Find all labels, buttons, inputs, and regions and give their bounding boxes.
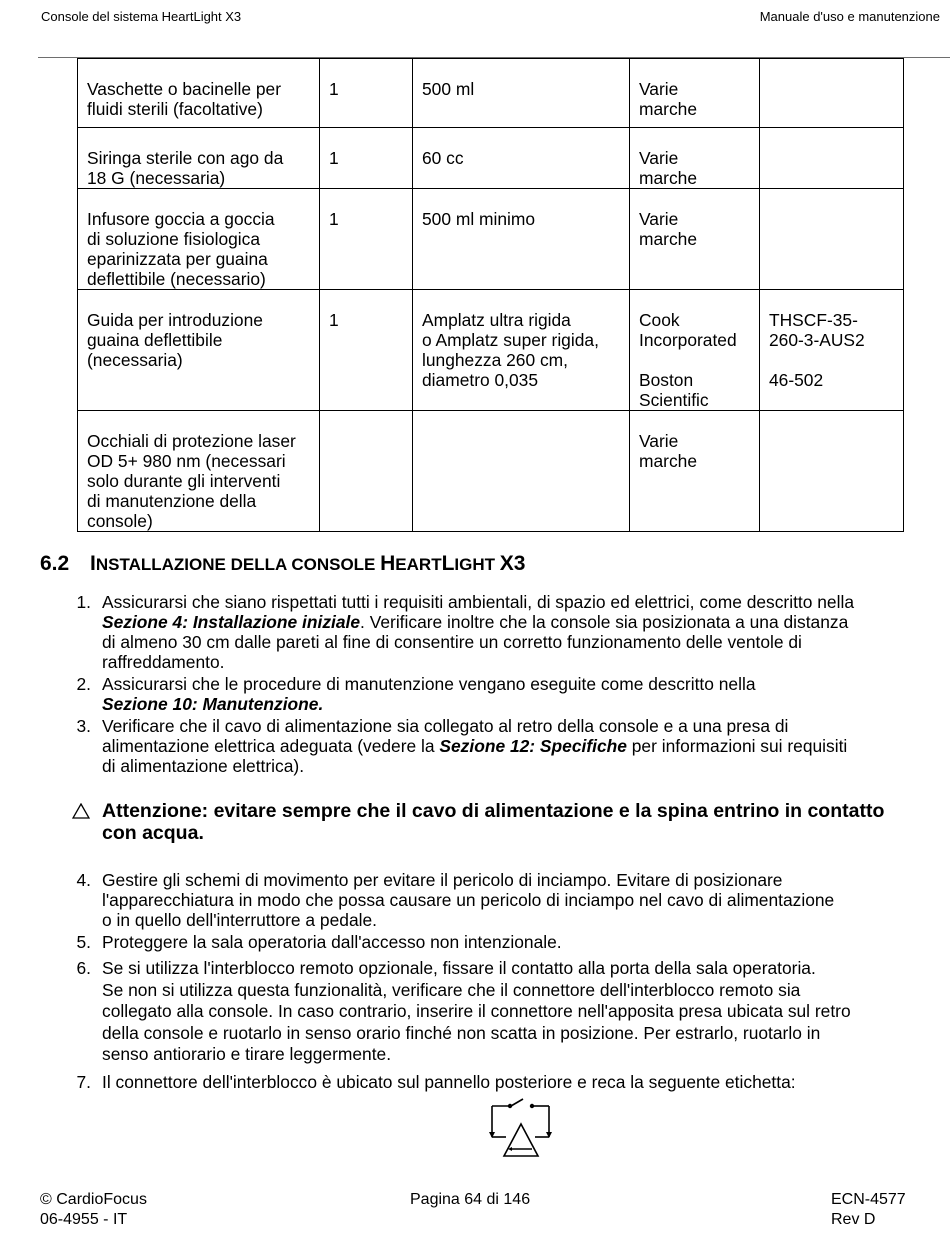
cell-maker: Varie marche bbox=[630, 189, 760, 290]
section-reference: Sezione 4: Installazione iniziale bbox=[102, 612, 361, 632]
cell-item: Infusore goccia a goccia di soluzione fisiologica eparinizzata per guaina deflettibile (necessario) bbox=[78, 189, 320, 290]
cell-maker: Varie marche bbox=[630, 411, 760, 532]
table-row bbox=[78, 128, 904, 189]
cell-code: THSCF-35- 260-3-AUS2 46-502 bbox=[760, 290, 904, 411]
cell-item: Guida per introduzione guaina deflettibile (necessaria) bbox=[78, 290, 320, 411]
accessories-table-body bbox=[78, 59, 904, 532]
cell-code bbox=[760, 189, 904, 290]
section-number: 6.2 bbox=[40, 552, 70, 575]
footer-doc-number: 06-4955 - IT bbox=[40, 1211, 128, 1228]
cell-spec bbox=[413, 411, 630, 532]
table-row bbox=[78, 411, 904, 532]
step-text: Se si utilizza l'interblocco remoto opzionale, fissare il contatto alla porta della sala operatoria. Se non si utilizza questa funzionalità, verificare che il connettore dell'interblocco remoto sia collegato alla console. In caso contrario, inserire il connettore nell'apposita presa ubicata sul retro della console e ruotarlo in senso orario finché non scatta in posizione. Per estrarlo, ruotarlo in senso antiorario e tirare leggermente. bbox=[102, 958, 851, 1064]
remote-interlock-connector-icon bbox=[488, 1096, 554, 1158]
step-number: 2. bbox=[76, 674, 91, 694]
footer-copyright: © CardioFocus bbox=[40, 1191, 147, 1208]
cell-spec: 500 ml bbox=[413, 59, 630, 128]
cell-code bbox=[760, 128, 904, 189]
step-text: Verificare che il cavo di alimentazione sia collegato al retro della console e a una presa di alimentazione elettrica adeguata (vedere la Sezione 12: Specifiche per informazioni sui requisiti di alimentazione elettrica). bbox=[102, 716, 848, 776]
footer-rev: Rev D bbox=[831, 1211, 876, 1228]
cell-spec: Amplatz ultra rigida o Amplatz super rigida, lunghezza 260 cm, diametro 0,035 bbox=[413, 290, 630, 411]
step-number: 7. bbox=[76, 1072, 91, 1092]
cell-item: Siringa sterile con ago da 18 G (necessaria) bbox=[78, 128, 320, 189]
section-title-text: INSTALLAZIONE DELLA CONSOLE HEARTLIGHT X3 bbox=[90, 552, 526, 575]
cell-qty bbox=[320, 411, 413, 532]
cell-maker: Varie marche bbox=[630, 59, 760, 128]
table-row bbox=[78, 59, 904, 128]
step-number: 4. bbox=[76, 870, 91, 890]
warning-triangle-icon bbox=[72, 803, 90, 819]
caution-text: Attenzione: evitare sempre che il cavo di alimentazione e la spina entrino in contatto con acqua. bbox=[102, 800, 885, 844]
section-reference: Sezione 12: Specifiche bbox=[439, 736, 627, 756]
footer-page: Pagina 64 di 146 bbox=[410, 1191, 531, 1208]
cell-item: Occhiali di protezione laser OD 5+ 980 nm (necessari solo durante gli interventi di manutenzione della console) bbox=[78, 411, 320, 532]
step-text: Il connettore dell'interblocco è ubicato sul pannello posteriore e reca la seguente etichetta: bbox=[102, 1072, 796, 1092]
accessories-table bbox=[77, 58, 904, 532]
step-number: 6. bbox=[76, 958, 91, 978]
cell-code bbox=[760, 411, 904, 532]
step-text: Assicurarsi che le procedure di manutenzione vengano eseguite come descritto nella Sezione 10: Manutenzione. bbox=[102, 674, 756, 714]
step-text: Assicurarsi che siano rispettati tutti i requisiti ambientali, di spazio ed elettrici, come descritto nella Sezione 4: Installazione iniziale. Verificare inoltre che la console sia posizionata a una distanza di almeno 30 cm dalle pareti al fine di consentire un corretto funzionamento delle ventole di raffreddamento. bbox=[102, 592, 854, 672]
header-right: Manuale d'uso e manutenzione bbox=[759, 9, 940, 24]
cell-code bbox=[760, 59, 904, 128]
step-number: 5. bbox=[76, 932, 91, 952]
cell-qty: 1 bbox=[320, 128, 413, 189]
step-number: 3. bbox=[76, 716, 91, 736]
cell-item: Vaschette o bacinelle per fluidi sterili (facoltative) bbox=[78, 59, 320, 128]
cell-maker: Cook Incorporated Boston Scientific bbox=[630, 290, 760, 411]
header-left: Console del sistema HeartLight X3 bbox=[41, 9, 242, 24]
cell-spec: 500 ml minimo bbox=[413, 189, 630, 290]
cell-qty: 1 bbox=[320, 290, 413, 411]
cell-qty: 1 bbox=[320, 189, 413, 290]
footer-ecn: ECN-4577 bbox=[831, 1191, 906, 1208]
cell-maker: Varie marche bbox=[630, 128, 760, 189]
table-row bbox=[78, 290, 904, 411]
section-title bbox=[40, 552, 525, 576]
section-reference: Sezione 10: Manutenzione. bbox=[102, 694, 324, 714]
table-row bbox=[78, 189, 904, 290]
cell-qty: 1 bbox=[320, 59, 413, 128]
step-text: Gestire gli schemi di movimento per evitare il pericolo di inciampo. Evitare di posizionare l'apparecchiatura in modo che possa causare un pericolo di inciampo nel cavo di alimentazione o in quello dell'interruttore a pedale. bbox=[102, 870, 835, 930]
step-number: 1. bbox=[76, 592, 91, 612]
cell-spec: 60 cc bbox=[413, 128, 630, 189]
step-text: Proteggere la sala operatoria dall'accesso non intenzionale. bbox=[102, 932, 562, 952]
